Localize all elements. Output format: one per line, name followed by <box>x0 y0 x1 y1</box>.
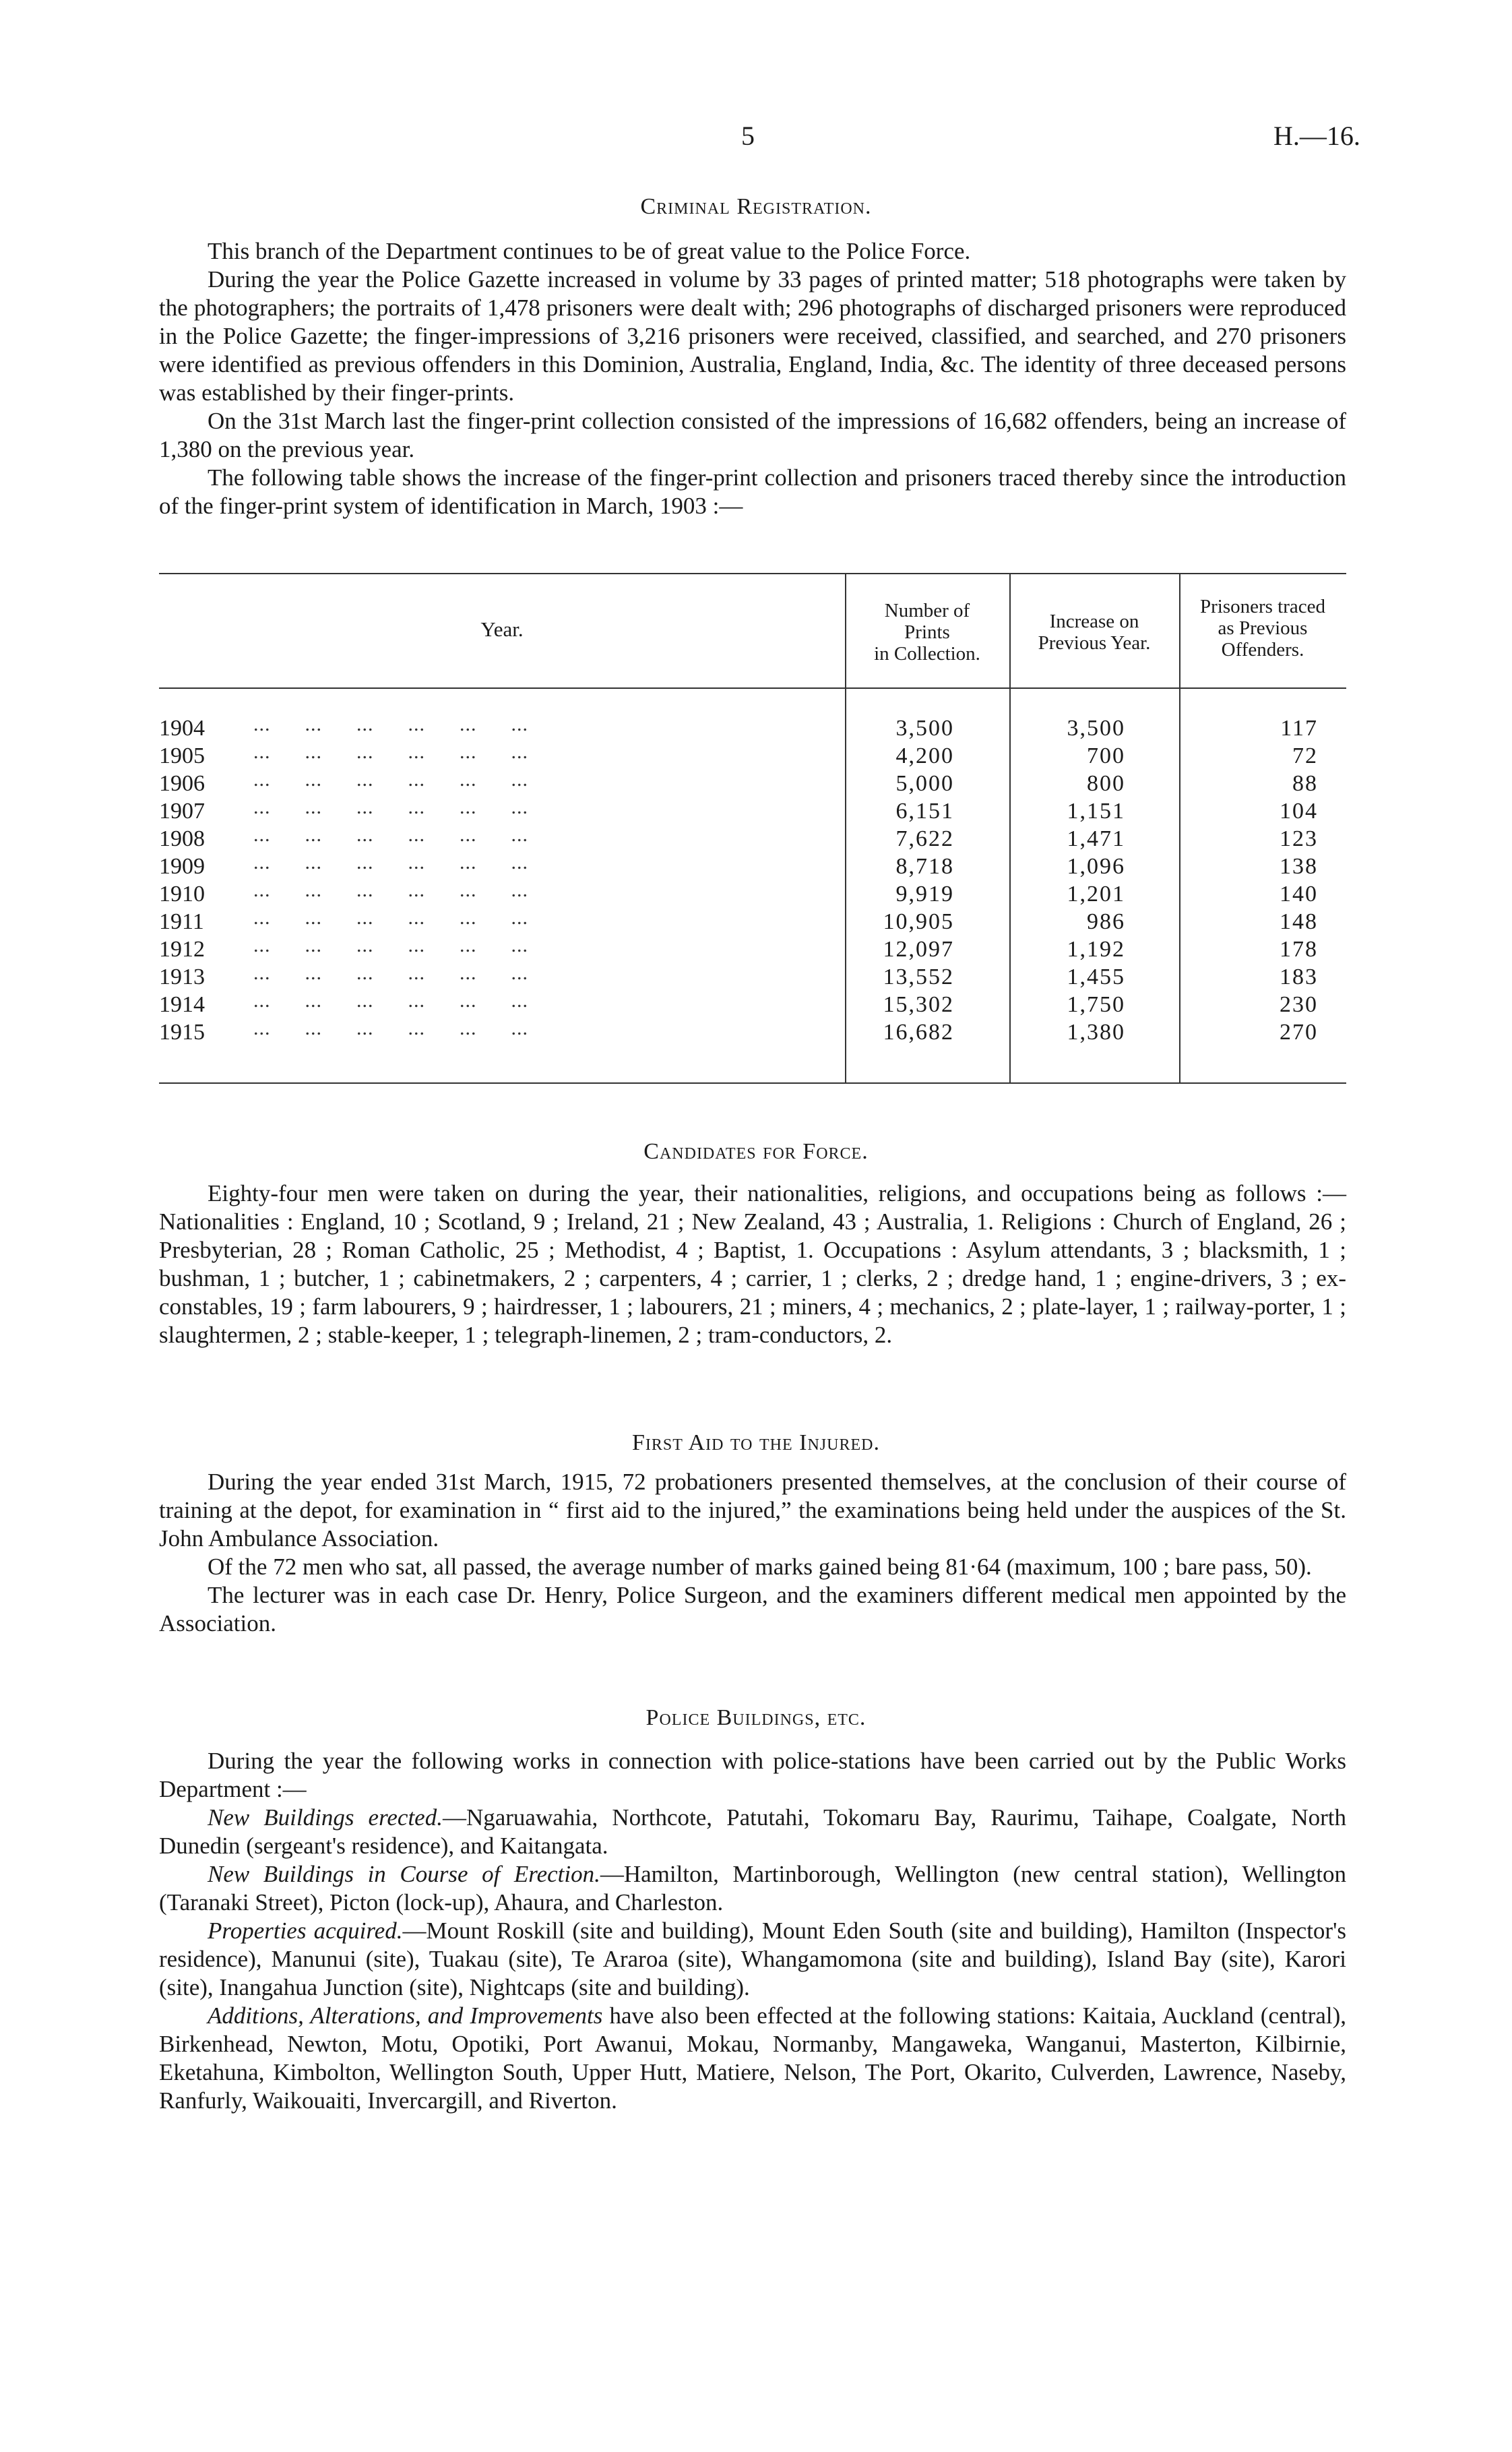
candidates-text <box>159 1179 1346 1349</box>
row-traced: 117 <box>1280 716 1318 741</box>
paragraph: Eighty-four men were taken on during the year, their nationalities, religions, and occupations being as follows :—Nationalities : England, 10 ; Scotland, 9 ; Ireland, 21 ; New Zealand, 43 ; Australia, 1. Religions : Church of England, 26 ; Presbyterian, 28 ; Roman Catholic, 25 ; Methodist, 4 ; Baptist, 1. Occupations : Asylum attendants, 3 ; blacksmith, 1 ; bushman, 1 ; butcher, 1 ; cabinetmakers, 2 ; carpenters, 4 ; carrier, 1 ; clerks, 2 ; dredge hand, 1 ; engine-drivers, 3 ; ex-constables, 19 ; farm labourers, 9 ; hairdresser, 1 ; labourers, 21 ; miners, 4 ; mechanics, 2 ; plate-layer, 1 ; railway-porter, 1 ; slaughtermen, 2 ; stable-keeper, 1 ; telegraph-linemen, 2 ; tram-conductors, 2. <box>159 1180 1346 1348</box>
row-traced: 230 <box>1280 992 1318 1017</box>
header-year: Year. <box>480 617 524 641</box>
row-traced: 138 <box>1280 854 1318 879</box>
row-year: 1914 <box>159 992 205 1017</box>
table-row <box>159 879 1346 909</box>
paragraph: During the year the Police Gazette increased in volume by 33 pages of printed matter; 518 photographs were taken by the photographers; the portraits of 1,478 prisoners were dealt with; 296 photographs of discharged prisoners were reproduced in the Police Gazette; the finger-impressions of 3,216 prisoners were received, classified, and searched, and 270 prisoners were identified as previous offenders in this Dominion, Australia, England, India, &c. The identity of three deceased persons was established by their finger-prints. <box>159 266 1346 406</box>
paragraph <box>159 1917 1346 2002</box>
table-header-rule <box>159 687 1346 689</box>
candidates-heading: Candidates for Force. <box>643 1139 869 1164</box>
fingerprint-table <box>159 573 1346 1085</box>
row-year: 1908 <box>159 826 205 851</box>
leader-dots: ... ... ... ... ... ... <box>253 741 528 763</box>
row-prints: 16,682 <box>883 1020 954 1045</box>
header-prints <box>845 600 1009 665</box>
table-row <box>159 934 1346 964</box>
header-line: in Collection. <box>874 643 980 665</box>
row-prints: 15,302 <box>883 992 954 1017</box>
table-bottom-rule <box>159 1082 1346 1084</box>
row-year: 1904 <box>159 716 205 741</box>
paragraph: On the 31st March last the finger-print collection consisted of the impressions of 16,682 offenders, being an increase of 1,380 on the previous year. <box>159 408 1346 462</box>
leader-dots: ... ... ... ... ... ... <box>253 962 528 984</box>
row-increase: 3,500 <box>1067 716 1125 741</box>
row-traced: 178 <box>1280 937 1318 962</box>
paragraph: This branch of the Department continues to be of great value to the Police Force. <box>208 238 971 264</box>
row-traced: 88 <box>1292 771 1318 796</box>
leader-dots: ... ... ... ... ... ... <box>253 824 528 846</box>
additions-list: have also been effected at the following stations: Kaitaia, Auckland (central), Birkenhead, Newton, Motu, Opotiki, Port Awanui, Mokau, Normanby, Mangaweka, Wanganui, Masterton, Kilbirnie, Eketahuna, Kimbolton, Wellington South, Upper Hutt, Matiere, Nelson, The Port, Okarito, Culverden, Lawrence, Naseby, Ranfurly, Waikouaiti, Invercargill, and Riverton. <box>159 2002 1347 2114</box>
header-line: Previous Year. <box>1038 632 1151 654</box>
leader-dots: ... ... ... ... ... ... <box>253 879 528 901</box>
paragraph: During the year ended 31st March, 1915, 72 probationers presented themselves, at the conclusion of their course of training at the depot, for examination in “ first aid to the injured,” the examinations being held under the auspices of the St. John Ambulance Association. <box>159 1469 1346 1552</box>
row-traced: 123 <box>1280 826 1318 851</box>
row-prints: 3,500 <box>895 716 954 741</box>
header-line: Number of <box>884 600 970 621</box>
header-line: Prisoners traced <box>1199 596 1326 617</box>
leader-dots: ... ... ... ... ... ... <box>253 851 528 873</box>
row-increase: 1,750 <box>1067 992 1125 1017</box>
table-row <box>159 768 1346 799</box>
first-aid-text <box>159 1468 1346 1638</box>
row-increase: 800 <box>1087 771 1125 796</box>
table-row <box>159 796 1346 826</box>
leader-dots: ... ... ... ... ... ... <box>253 713 528 735</box>
row-prints: 13,552 <box>883 964 954 989</box>
paragraph: The following table shows the increase of the finger-print collection and prisoners traced thereby since the introduction of the finger-print system of identification in March, 1903 :— <box>159 464 1346 519</box>
row-prints: 8,718 <box>895 854 954 879</box>
leader-dots: ... ... ... ... ... ... <box>253 934 528 956</box>
table-row <box>159 851 1346 882</box>
first-aid-heading: First Aid to the Injured. <box>632 1430 880 1455</box>
header-line: Prints <box>904 621 950 643</box>
new-buildings-label: New Buildings erected. <box>208 1804 443 1831</box>
paragraph <box>159 1860 1346 1917</box>
table-row <box>159 964 1346 992</box>
police-buildings-heading: Police Buildings, etc. <box>645 1705 867 1730</box>
row-increase: 1,471 <box>1067 826 1125 851</box>
table-row <box>159 1017 1346 1047</box>
row-increase: 1,096 <box>1067 854 1125 879</box>
header-line: Offenders. <box>1221 639 1304 661</box>
row-increase: 700 <box>1087 743 1125 768</box>
document-reference: H.—16. <box>1273 121 1360 151</box>
row-prints: 9,919 <box>895 882 954 907</box>
row-increase: 1,151 <box>1067 799 1125 824</box>
header-line: Increase on <box>1049 611 1139 632</box>
row-traced: 72 <box>1292 743 1318 768</box>
row-increase: 1,455 <box>1067 964 1125 989</box>
header-traced <box>1179 596 1346 661</box>
leader-dots: ... ... ... ... ... ... <box>253 768 528 791</box>
paragraph <box>159 1804 1346 1860</box>
row-year: 1913 <box>159 964 205 989</box>
table-row <box>159 713 1346 743</box>
new-buildings-list: —Ngaruawahia, Northcote, Patutahi, Tokomaru Bay, Raurimu, Taihape, Coalgate, North Dunedin (sergeant's residence), and Kaitangata. <box>159 1804 1346 1859</box>
leader-dots: ... ... ... ... ... ... <box>253 907 528 929</box>
row-prints: 7,622 <box>895 826 954 851</box>
row-year: 1907 <box>159 799 205 824</box>
properties-acquired-label: Properties acquired. <box>208 1918 403 1944</box>
row-year: 1910 <box>159 882 205 907</box>
buildings-in-course-label: New Buildings in Course of Erection. <box>208 1861 600 1887</box>
paragraph <box>159 2002 1346 2115</box>
row-traced: 140 <box>1280 882 1318 907</box>
page-number: 5 <box>741 121 755 151</box>
row-year: 1906 <box>159 771 205 796</box>
table-row <box>159 743 1346 771</box>
row-traced: 104 <box>1280 799 1318 824</box>
paragraph: During the year the following works in connection with police-stations have been carried out by the Public Works Department :— <box>159 1748 1346 1802</box>
row-year: 1915 <box>159 1020 205 1045</box>
table-row <box>159 826 1346 854</box>
buildings-in-course-list: —Hamilton, Martinborough, Wellington (new central station), Wellington (Taranaki Street), Picton (lock-up), Ahaura, and Charleston. <box>159 1861 1346 1915</box>
additions-label: Additions, Alterations, and Improvements <box>208 2002 603 2029</box>
row-increase: 1,192 <box>1067 937 1125 962</box>
criminal-registration-text <box>159 237 1346 520</box>
table-row <box>159 989 1346 1020</box>
table-top-rule <box>159 573 1346 574</box>
header-line: as Previous <box>1218 617 1308 639</box>
leader-dots: ... ... ... ... ... ... <box>253 989 528 1012</box>
properties-acquired-list: —Mount Roskill (site and building), Mount Eden South (site and building), Hamilton (Inspector's residence), Manunui (site), Tuakau (site), Te Araroa (site), Whangamomona (site and building), Island Bay (site), Karori (site), Inangahua Junction (site), Nightcaps (site and building). <box>159 1918 1347 2000</box>
row-year: 1905 <box>159 743 205 768</box>
row-prints: 6,151 <box>895 799 954 824</box>
row-prints: 5,000 <box>895 771 954 796</box>
row-traced: 148 <box>1280 909 1318 934</box>
row-year: 1912 <box>159 937 205 962</box>
row-traced: 183 <box>1280 964 1318 989</box>
row-increase: 1,201 <box>1067 882 1125 907</box>
paragraph: Of the 72 men who sat, all passed, the average number of marks gained being 81·64 (maximum, 100 ; bare pass, 50). <box>208 1554 1312 1580</box>
leader-dots: ... ... ... ... ... ... <box>253 796 528 818</box>
row-increase: 986 <box>1087 909 1125 934</box>
police-buildings-text <box>159 1747 1346 2115</box>
row-prints: 10,905 <box>883 909 954 934</box>
leader-dots: ... ... ... ... ... ... <box>253 1017 528 1039</box>
table-row <box>159 909 1346 937</box>
row-prints: 12,097 <box>883 937 954 962</box>
row-traced: 270 <box>1280 1020 1318 1045</box>
row-increase: 1,380 <box>1067 1020 1125 1045</box>
row-year: 1911 <box>159 909 204 934</box>
row-prints: 4,200 <box>895 743 954 768</box>
paragraph: The lecturer was in each case Dr. Henry, Police Surgeon, and the examiners different medical men appointed by the Association. <box>159 1582 1346 1636</box>
header-increase <box>1009 611 1179 654</box>
criminal-registration-heading: Criminal Registration. <box>640 194 872 219</box>
row-year: 1909 <box>159 854 205 879</box>
